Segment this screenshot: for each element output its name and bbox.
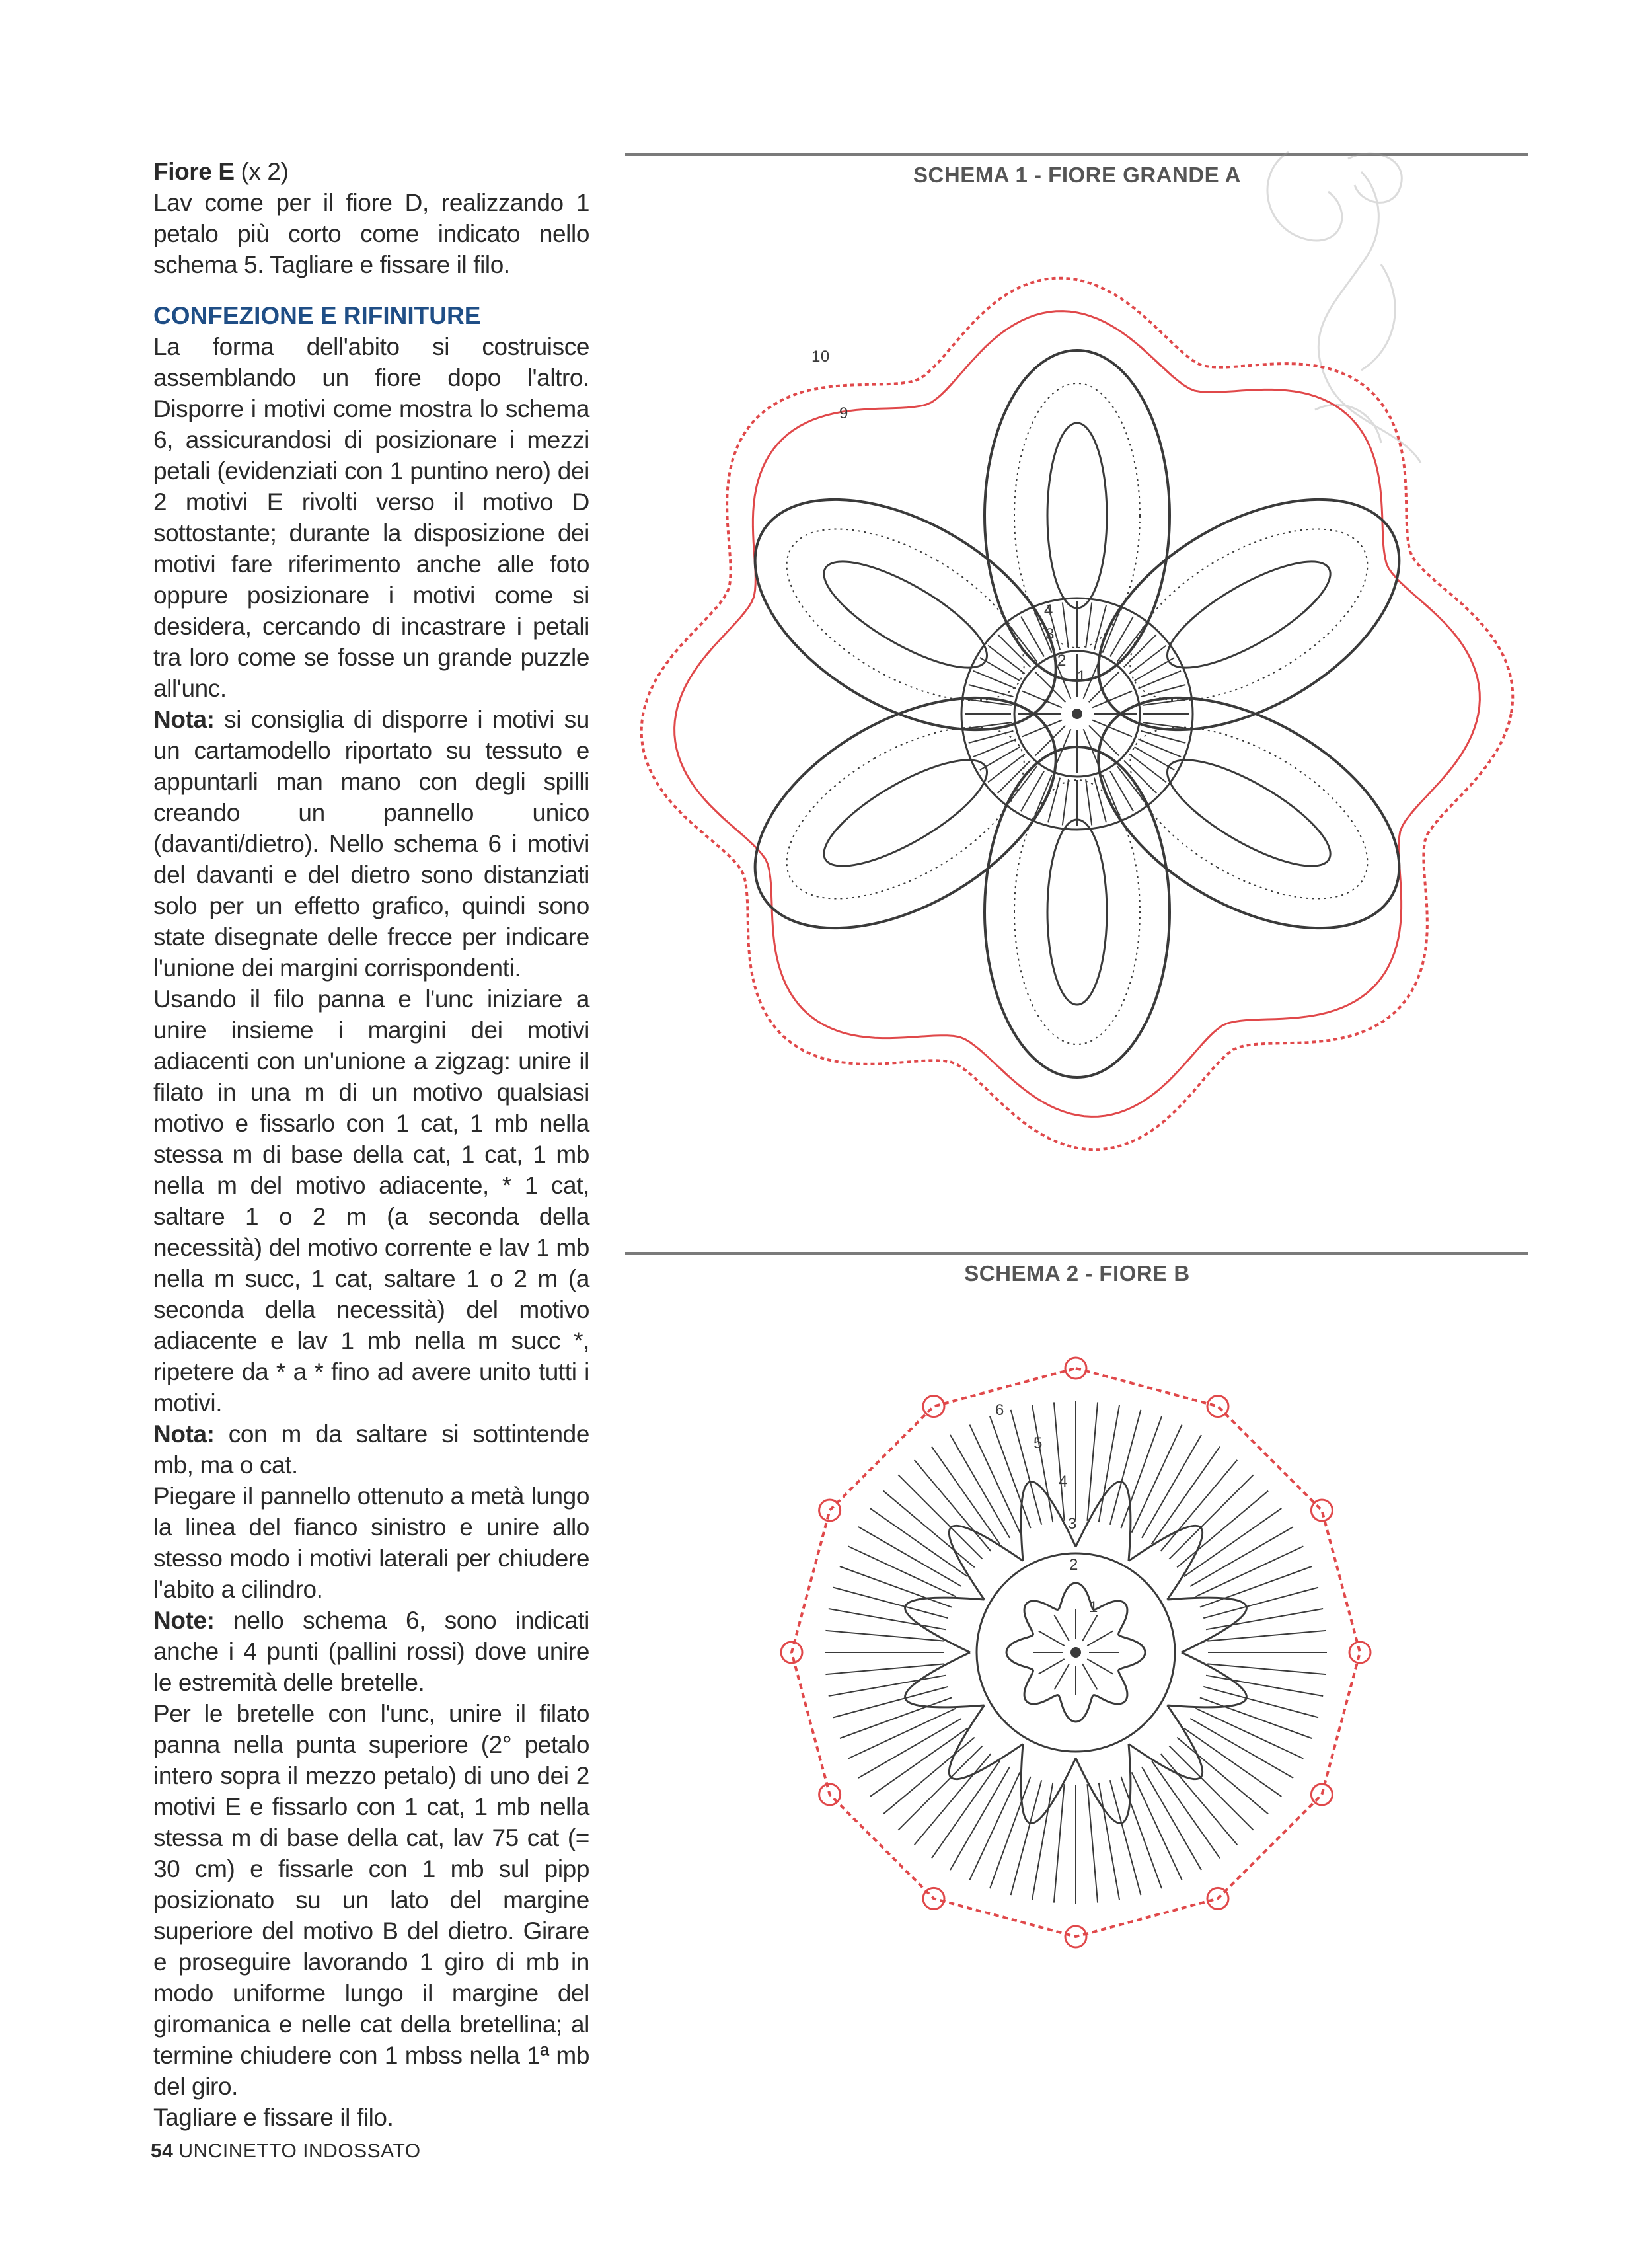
note-3-label: Note: xyxy=(153,1607,215,1634)
magazine-name: UNCINETTO INDOSSATO xyxy=(178,2140,421,2162)
paragraph-4: Piegare il pannello ottenuto a metà lungo la linea del fianco sinistro e unire allo stesso modo i motivi laterali per chiudere l'abito a cilindro. xyxy=(153,1483,589,1603)
schema-2-label-4: 4 xyxy=(1059,1473,1068,1490)
schema-2-label-3: 3 xyxy=(1068,1515,1077,1533)
schema-1-label-2: 2 xyxy=(1057,652,1067,670)
fiore-e-heading xyxy=(153,156,589,187)
schema-2-label-5: 5 xyxy=(1033,1434,1043,1452)
note-3 xyxy=(153,1605,589,1698)
schema-1-label-1: 1 xyxy=(1077,668,1086,685)
paragraph-2: La forma dell'abito si costruisce assemblando un fiore dopo l'altro. Disporre i motivi come mostra lo schema 6, assicurandosi di posizionare i mezzi petali (evidenziati con 1 puntino nero) dei 2 motivi E rivolti verso il motivo D sottostante; durante la disposizione dei motivi fare riferimento anche alle foto oppure posizionare i motivi come si desidera, cercando di incastrare i petali tra loro come se fosse un grande puzzle all'unc. xyxy=(153,333,589,702)
schema-1-label-3: 3 xyxy=(1045,625,1055,643)
schema-2-label-1: 1 xyxy=(1089,1598,1098,1616)
picot xyxy=(1349,1642,1370,1663)
schema-1-title: SCHEMA 1 - FIORE GRANDE A xyxy=(913,163,1241,187)
center-dot xyxy=(1070,1647,1081,1658)
page-number: 54 xyxy=(151,2140,174,2162)
schema-2-label-6: 6 xyxy=(995,1401,1004,1419)
heading-label: Fiore E xyxy=(153,158,235,185)
schema-2-title: SCHEMA 2 - FIORE B xyxy=(964,1261,1190,1286)
note-3-text: nello schema 6, sono indicati anche i 4 punti (pallini rossi) dove unire le estremità delle bretelle. xyxy=(153,1607,589,1696)
nota-2 xyxy=(153,1418,589,1481)
schema-2-label-2: 2 xyxy=(1069,1556,1078,1574)
paragraph-5: Per le bretelle con l'unc, unire il filato panna nella punta superiore (2° petalo intero sopra il mezzo petalo) di uno dei 2 motivi E e fissarlo con 1 cat, 1 mb nella stessa m di base della cat, lav 75 cat (= 30 cm) e fissarle con 1 mb sul pipp posizionato su un lato del margine superiore del motivo B del dietro. Girare e proseguire lavorando 1 giro di mb in modo uniforme lungo il margine del giromanica e nelle cat della bretellina; al termine chiudere con 1 mbss nella 1ª mb del giro. xyxy=(153,1700,589,2100)
page-footer xyxy=(151,2140,421,2163)
petal-leaf xyxy=(1047,820,1107,1005)
petal-outline xyxy=(716,452,1095,777)
heading-count: (x 2) xyxy=(234,158,289,185)
petal-stitches xyxy=(1103,494,1394,736)
picot xyxy=(1311,1500,1332,1521)
petal-outline xyxy=(1059,650,1438,976)
schema-1-label-9: 9 xyxy=(839,405,848,422)
schema-2-rule xyxy=(625,1252,1528,1255)
section-title: CONFEZIONE E RIFINITURE xyxy=(153,302,481,329)
nota-1-text: si consiglia di disporre i motivi su un cartamodello riportato su tessuto e appuntarli man mano con degli spilli creando un pannello unico (davanti/dietro). Nello schema 6 i motivi del davanti e del dietro sono distanziati solo per un effetto grafico, quindi sono state disegnate delle frecce per indicare l'unione dei margini corrispondenti. xyxy=(153,706,589,982)
picot xyxy=(1311,1784,1332,1805)
schema-2-diagram xyxy=(745,1315,1406,1976)
instructions-column xyxy=(153,156,589,2133)
nota-1 xyxy=(153,704,589,984)
petal-stitches xyxy=(759,494,1051,736)
picot xyxy=(819,1500,841,1521)
center-dot xyxy=(1072,709,1082,719)
petal-stitches xyxy=(1103,693,1394,934)
schema-1-label-4: 4 xyxy=(1044,601,1053,619)
nota-2-label: Nota: xyxy=(153,1420,215,1448)
paragraph-1: Lav come per il fiore D, realizzando 1 petalo più corto come indicato nello schema 5. Tagliare e fissare il filo. xyxy=(153,189,589,278)
nota-2-text: con m da saltare si sottintende mb, ma o cat. xyxy=(153,1420,589,1479)
petal-leaf xyxy=(1047,423,1107,608)
paragraph-6: Tagliare e fissare il filo. xyxy=(153,2104,394,2131)
petal-stitches xyxy=(759,693,1051,934)
schema-1-label-10: 10 xyxy=(811,348,830,366)
picot xyxy=(1207,1396,1228,1417)
paragraph-3: Usando il filo panna e l'unc iniziare a unire insieme i margini dei motivi adiacenti con un'unione a zigzag: unire il filato in una m di un motivo qualsiasi motivo e fissarlo con 1 cat, 1 mb nella stessa m di base della cat, 1 cat, 1 mb nella m del motivo adiacente, * 1 cat, saltare 1 o 2 m (a seconda della necessità) del motivo corrente e lav 1 mb nella m succ, 1 cat, saltare 1 o 2 m (a seconda della necessità) del motivo adiacente e lav 1 mb nella m succ *, ripetere da * a * fino ad avere unito tutti i motivi. xyxy=(153,986,589,1416)
nota-1-label: Nota: xyxy=(153,706,215,733)
picot xyxy=(923,1396,944,1417)
